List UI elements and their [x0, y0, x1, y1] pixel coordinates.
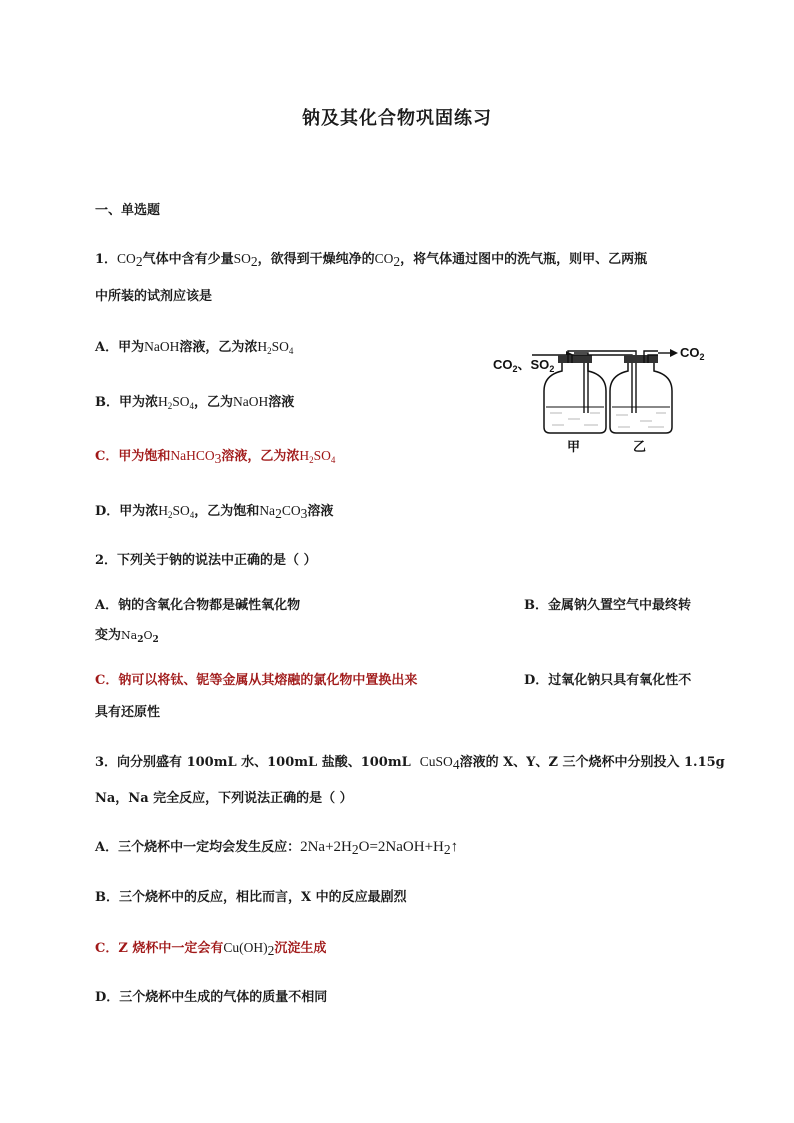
inlet-label: $CO_2$、$SO_2$	[493, 357, 555, 374]
q1-option-c-answer[interactable]: C．甲为饱和NaHCO$_3$溶液，乙为浓$H_2SO_4$	[95, 448, 336, 466]
q3-option-a[interactable]: A．三个烧杯中一定均会发生反应：$2Na+2H_2O=2NaOH+H_2↑$	[95, 839, 459, 857]
bottle-label-yi: 乙	[633, 439, 647, 454]
q2-stem: 2．下列关于钠的说法中正确的是（ ）	[95, 553, 317, 568]
q2-option-b-line2[interactable]: 变为$Na_2O_2$	[95, 628, 159, 645]
q1-stem-line1: 1．$CO_2$气体中含有少量$SO_2$，欲得到干燥纯净的$CO_2$，将气体通过图中的洗气瓶，则甲、乙两瓶	[95, 251, 648, 269]
q3-stem-line2: Na，Na 完全反应，下列说法正确的是（ ）	[95, 791, 353, 806]
q2-option-c-answer[interactable]: C．钠可以将钛、铌等金属从其熔融的氯化物中置换出来	[95, 673, 418, 688]
q2-option-d-line2[interactable]: 具有还原性	[95, 705, 161, 720]
q2-option-d-line1[interactable]: D．过氧化钠只具有氧化性不	[524, 673, 692, 688]
q3-option-c-answer[interactable]: C．Z 烧杯中一定会有$Cu(OH)_2$沉淀生成	[95, 940, 327, 958]
q3-option-d[interactable]: D．三个烧杯中生成的气体的质量不相同	[95, 990, 328, 1005]
q3-stem-line1: 3．向分别盛有 100mL 水、100mL 盐酸、100mL CuSO$_4$溶液的 X、Y、Z 三个烧杯中分别投入 1.15g	[95, 754, 725, 772]
q2-option-a[interactable]: A．钠的含氧化合物都是碱性氧化物	[95, 598, 301, 613]
section-heading: 一、单选题	[95, 203, 161, 218]
q2-option-b-line1[interactable]: B．金属钠久置空气中最终转	[524, 598, 691, 613]
q1-option-d[interactable]: D．甲为浓$H_2SO_4$，乙为饱和$Na_2CO_3$溶液	[95, 503, 334, 521]
q1-option-a[interactable]: A．甲为NaOH溶液，乙为浓$H_2SO_4$	[95, 339, 294, 356]
page-title: 钠及其化合物巩固练习	[302, 108, 492, 129]
q1-stem-line2: 中所装的试剂应该是	[95, 289, 213, 304]
bottle-label-jia: 甲	[567, 439, 581, 454]
q3-option-b[interactable]: B．三个烧杯中的反应，相比而言，X 中的反应最剧烈	[95, 890, 407, 905]
q1-option-b[interactable]: B．甲为浓$H_2SO_4$，乙为NaOH溶液	[95, 394, 295, 411]
outlet-label: $CO_2$	[680, 345, 705, 362]
gas-washing-bottles-diagram	[488, 335, 713, 460]
